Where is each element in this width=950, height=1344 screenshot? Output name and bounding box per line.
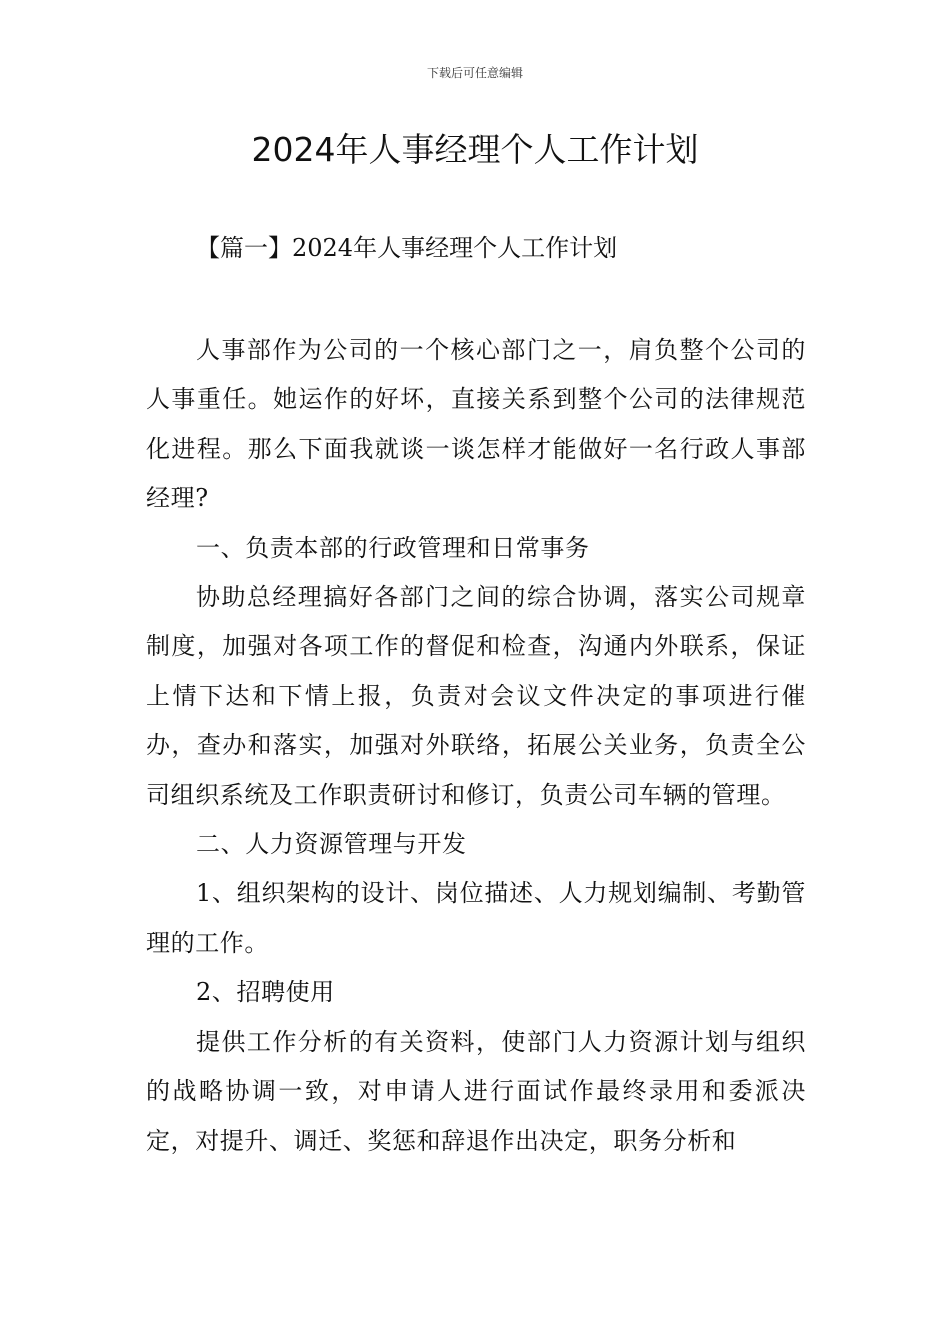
- document-body: [146, 326, 806, 1166]
- paragraph-admin-duties: 协助总经理搞好各部门之间的综合协调，落实公司规章制度，加强对各项工作的督促和检查，沟通内外联系，保证上情下达和下情上报，负责对会议文件决定的事项进行催办，查办和落实，加强对外联络，拓展公关业务，负责全公司组织系统及工作职责研讨和修订，负责公司车辆的管理。: [146, 583, 806, 809]
- heading-hr-management: 二、人力资源管理与开发: [196, 830, 467, 859]
- header-note: 下载后可任意编辑: [426, 66, 523, 80]
- paragraph-recruitment: 提供工作分析的有关资料，使部门人力资源计划与组织的战略协调一致，对申请人进行面试作最终录用和委派决定，对提升、调迁、奖惩和辞退作出决定，职务分析和: [146, 1027, 806, 1155]
- heading-recruitment: 2、招聘使用: [196, 978, 335, 1007]
- section-heading: 【篇一】2024年人事经理个人工作计划: [196, 234, 618, 262]
- paragraph-org-structure: 1、组织架构的设计、岗位描述、人力规划编制、考勤管理的工作。: [146, 879, 806, 957]
- document-title: 2024年人事经理个人工作计划: [251, 130, 699, 169]
- heading-admin-duties: 一、负责本部的行政管理和日常事务: [196, 533, 590, 562]
- paragraph-intro: 人事部作为公司的一个核心部门之一，肩负整个公司的人事重任。她运作的好坏，直接关系到整个公司的法律规范化进程。那么下面我就谈一谈怎样才能做好一名行政人事部经理?: [146, 336, 806, 513]
